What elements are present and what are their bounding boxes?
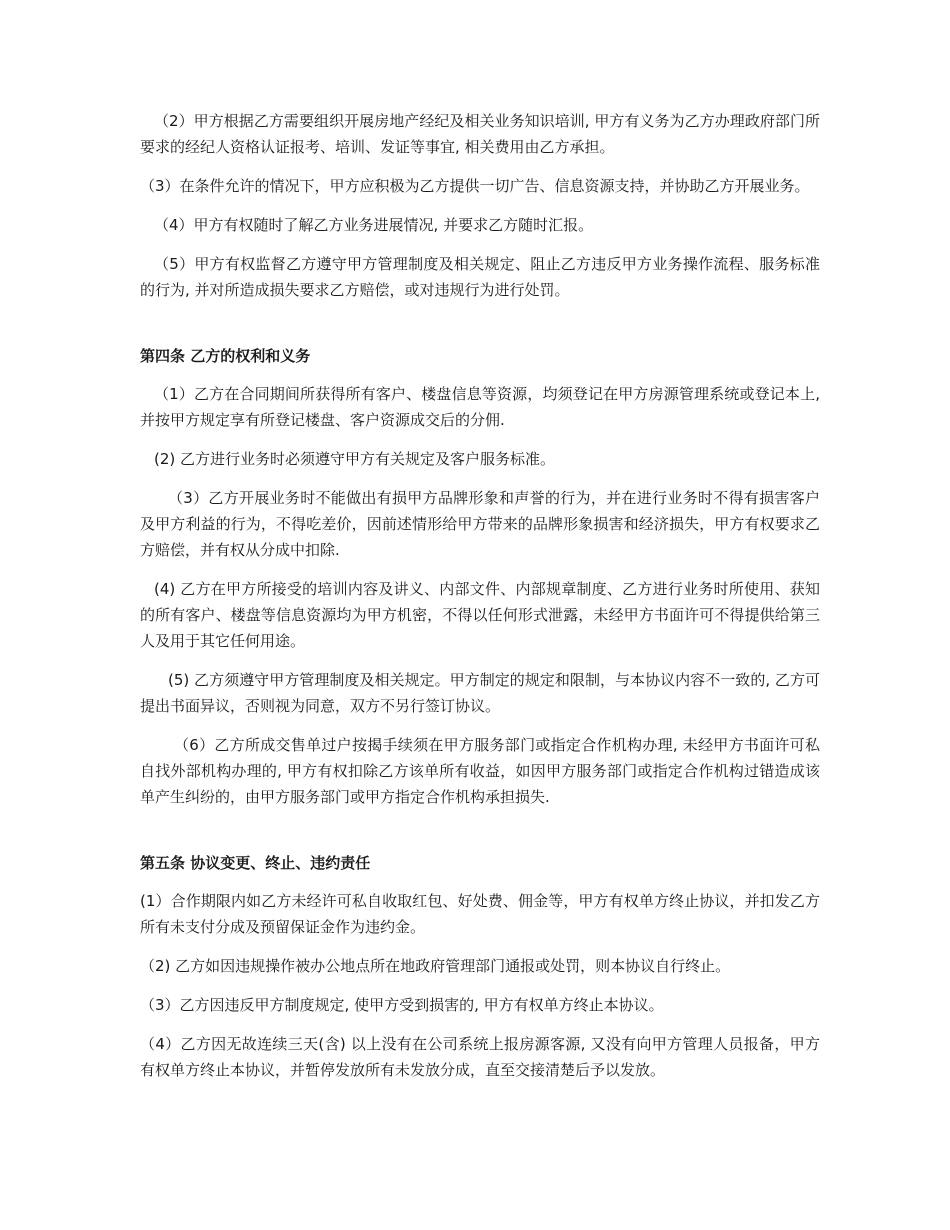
- document-body: [140, 108, 820, 1096]
- section-heading: 第五条 协议变更、终止、违约责任: [140, 854, 371, 872]
- paragraph: (1）合作期限内如乙方未经许可私自收取红包、好处费、佣金等，甲方有权单方终止协议，并扣发乙方所有未支付分成及预留保证金作为违约金。: [140, 892, 820, 936]
- paragraph: （3）在条件允许的情况下，甲方应积极为乙方提供一切广告、信息资源支持，并协助乙方开展业务。: [140, 177, 810, 195]
- paragraph: （4）乙方因无故连续三天(含) 以上没有在公司系统上报房源客源, 又没有向甲方管理人员报备，甲方有权单方终止本协议，并暂停发放所有未发放分成，直至交接清楚后予以发放。: [140, 1035, 820, 1079]
- paragraph: （2) 乙方如因违规操作被办公地点所在地政府管理部门通报或处罚，则本协议自行终止。: [140, 957, 731, 975]
- paragraph: （6）乙方所成交售单过户按揭手续须在甲方服务部门或指定合作机构办理, 未经甲方书面许可私自找外部机构办理的, 甲方有权扣除乙方该单所有收益，如因甲方服务部门或指定合作机构过错造成该单产生纠纷的，由甲方服务部门或甲方指定合作机构承担损失.: [140, 736, 820, 806]
- paragraph: （2）甲方根据乙方需要组织开展房地产经纪及相关业务知识培训, 甲方有义务为乙方办理政府部门所要求的经纪人资格认证报考、培训、发证等事宜, 相关费用由乙方承担。: [140, 112, 820, 156]
- paragraph: （5）甲方有权监督乙方遵守甲方管理制度及相关规定、阻止乙方违反甲方业务操作流程、服务标准的行为, 并对所造成损失要求乙方赔偿，或对违规行为进行处罚。: [140, 255, 820, 299]
- paragraph: (2) 乙方进行业务时必须遵守甲方有关规定及客户服务标准。: [154, 450, 556, 468]
- paragraph: (5) 乙方须遵守甲方管理制度及相关规定。甲方制定的规定和限制，与本协议内容不一致的, 乙方可提出书面异议，否则视为同意，双方不另行签订协议。: [140, 671, 820, 715]
- paragraph: (4) 乙方在甲方所接受的培训内容及讲义、内部文件、内部规章制度、乙方进行业务时所使用、获知的所有客户、楼盘等信息资源均为甲方机密，不得以任何形式泄露，未经甲方书面许可不得提供给第三人及用于其它任何用途。: [140, 580, 820, 650]
- paragraph: （1）乙方在合同期间所获得所有客户、楼盘信息等资源，均须登记在甲方房源管理系统或登记本上, 并按甲方规定享有所登记楼盘、客户资源成交后的分佣.: [140, 385, 820, 429]
- paragraph: （3）乙方因违反甲方制度规定, 使甲方受到损害的, 甲方有权单方终止本协议。: [140, 996, 664, 1014]
- paragraph: （3）乙方开展业务时不能做出有损甲方品牌形象和声誉的行为，并在进行业务时不得有损害客户及甲方利益的行为，不得吃差价，因前述情形给甲方带来的品牌形象损害和经济损失，甲方有权要求乙方赔偿，并有权从分成中扣除.: [140, 489, 820, 559]
- paragraph: （4）甲方有权随时了解乙方业务进展情况, 并要求乙方随时汇报。: [154, 216, 594, 234]
- section-heading: 第四条 乙方的权利和义务: [140, 347, 311, 365]
